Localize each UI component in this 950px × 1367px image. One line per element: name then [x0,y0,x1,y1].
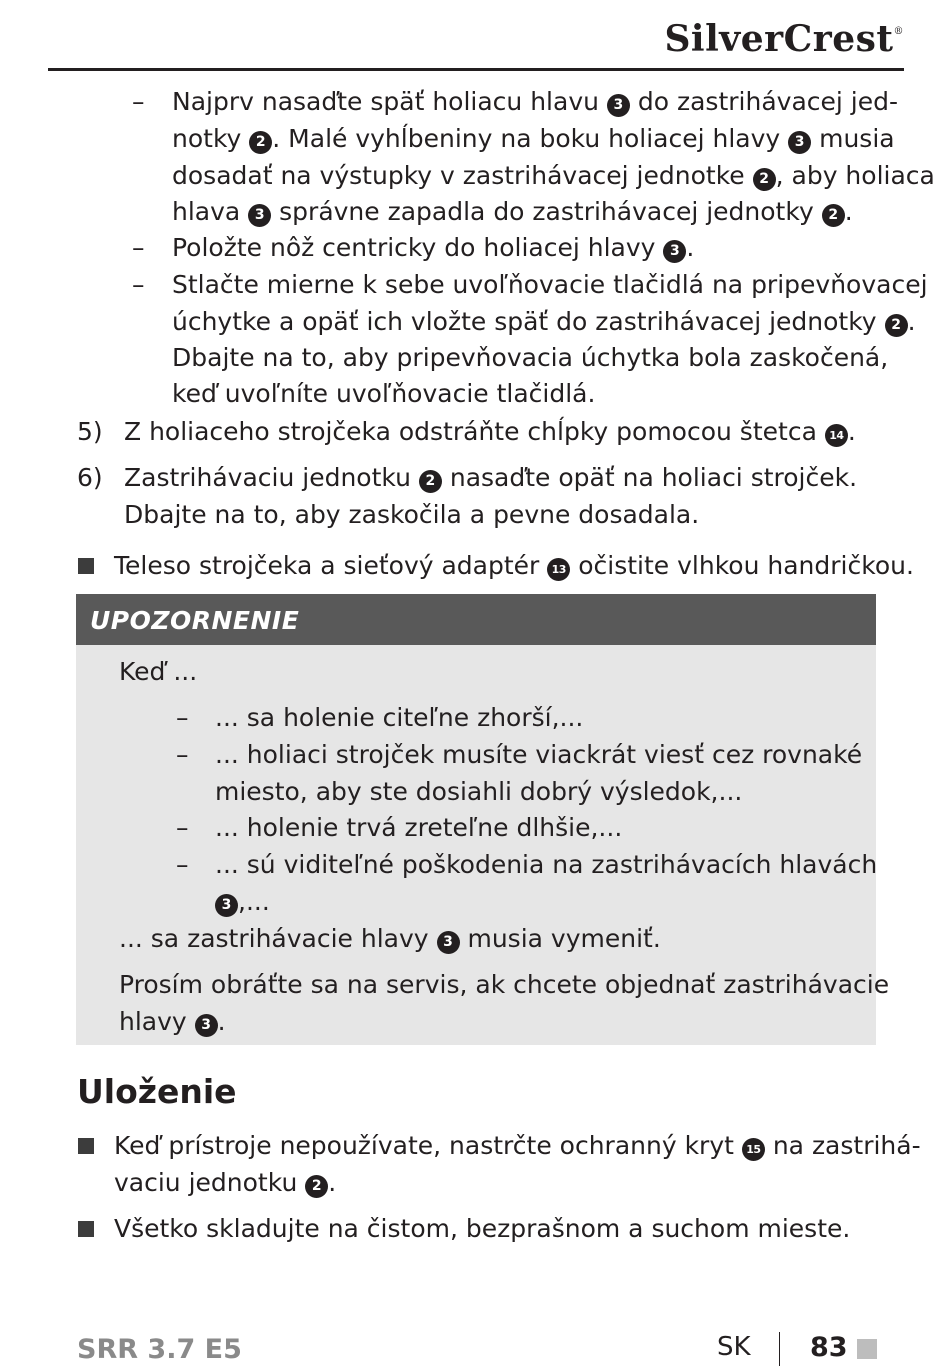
bullet-square [78,1221,94,1237]
footer-square [857,1339,877,1359]
text-line: hlava 3 správne zapadla do zastrihávacej jednotky 2 . [172,197,853,226]
footer-language: SK [717,1332,751,1362]
callout-3: 3 [437,931,460,954]
text-line: ... holiaci strojček musíte viackrát viesť cez rovnaké [215,740,863,769]
text-line: Dbajte na to, aby zaskočila a pevne dosadala. [124,500,700,529]
text-line: Zastrihávaciu jednotku 2 nasaďte opäť na holiaci strojček. [124,463,858,492]
callout-14: 14 [825,424,848,447]
callout-2: 2 [305,1175,328,1198]
callout-2: 2 [822,204,845,227]
dash-marker: – [132,270,145,299]
dash-marker: – [176,740,189,769]
text-line: Najprv nasaďte späť holiacu hlavu 3 do zastrihávacej jed- [172,87,898,116]
callout-2: 2 [885,314,908,337]
dash-marker: – [176,813,189,842]
step-number: 5) [77,417,103,446]
dash-marker: – [176,850,189,879]
callout-2: 2 [249,131,272,154]
text-line: hlavy 3 . [119,1007,226,1036]
callout-3: 3 [788,131,811,154]
text-line: ... sa zastrihávacie hlavy 3 musia vymeniť. [119,924,661,953]
page-number: 83 [810,1332,848,1363]
text-line: dosadať na výstupky v zastrihávacej jednotke 2 , aby holiaca [172,161,935,190]
section-heading: Uloženie [77,1072,237,1111]
text-line: ... holenie trvá zreteľne dlhšie,... [215,813,623,842]
footer-model: SRR 3.7 E5 [77,1334,242,1365]
callout-3: 3 [248,204,271,227]
text-line: ... sú viditeľné poškodenia na zastrihávacích hlavách [215,850,878,879]
callout-3: 3 [607,94,630,117]
text-line: 3 ,... [215,887,270,917]
text-line: keď uvoľníte uvoľňovacie tlačidlá. [172,379,596,408]
callout-3: 3 [663,240,686,263]
step-number: 6) [77,463,103,492]
callout-15: 15 [742,1138,765,1161]
text-line: Všetko skladujte na čistom, bezprašnom a suchom mieste. [114,1214,851,1243]
text-line: Dbajte na to, aby pripevňovacia úchytka bola zaskočená, [172,343,889,372]
callout-13: 13 [547,558,570,581]
text-line: ... sa holenie citeľne zhorší,... [215,703,584,732]
text-line: miesto, aby ste dosiahli dobrý výsledok,... [215,777,743,806]
text-line: Prosím obráťte sa na servis, ak chcete objednať zastrihávacie [119,970,890,999]
header-rule [48,68,904,71]
dash-marker: – [132,233,145,262]
text-line: vaciu jednotku 2 . [114,1168,337,1197]
notice-header [76,594,876,645]
text-line: notky 2 . Malé vyhĺbeniny na boku holiacej hlavy 3 musia [172,124,895,153]
callout-3: 3 [195,1014,218,1037]
callout-3: 3 [215,894,238,917]
text-line: úchytke a opäť ich vložte späť do zastrihávacej jednotky 2 . [172,307,916,336]
text-line: Keď prístroje nepoužívate, nastrčte ochranný kryt 15 na zastrihá- [114,1131,921,1160]
dash-marker: – [176,703,189,732]
brand-logo: SilverCrest® [664,18,904,60]
dash-marker: – [132,87,145,116]
text-line: Položte nôž centricky do holiacej hlavy 3 . [172,233,695,262]
text-line: Keď ... [119,657,198,686]
footer-separator [779,1332,780,1366]
text-line: Teleso strojčeka a sieťový adaptér 13 očistite vlhkou handričkou. [114,551,914,580]
bullet-square [78,1138,94,1154]
text-line: Stlačte mierne k sebe uvoľňovacie tlačidlá na pripevňovacej [172,270,928,299]
notice-title: UPOZORNENIE [90,606,300,635]
text-line: Z holiaceho strojčeka odstráňte chĺpky pomocou štetca 14 . [124,417,856,446]
callout-2: 2 [419,470,442,493]
callout-2: 2 [753,168,776,191]
bullet-square [78,558,94,574]
